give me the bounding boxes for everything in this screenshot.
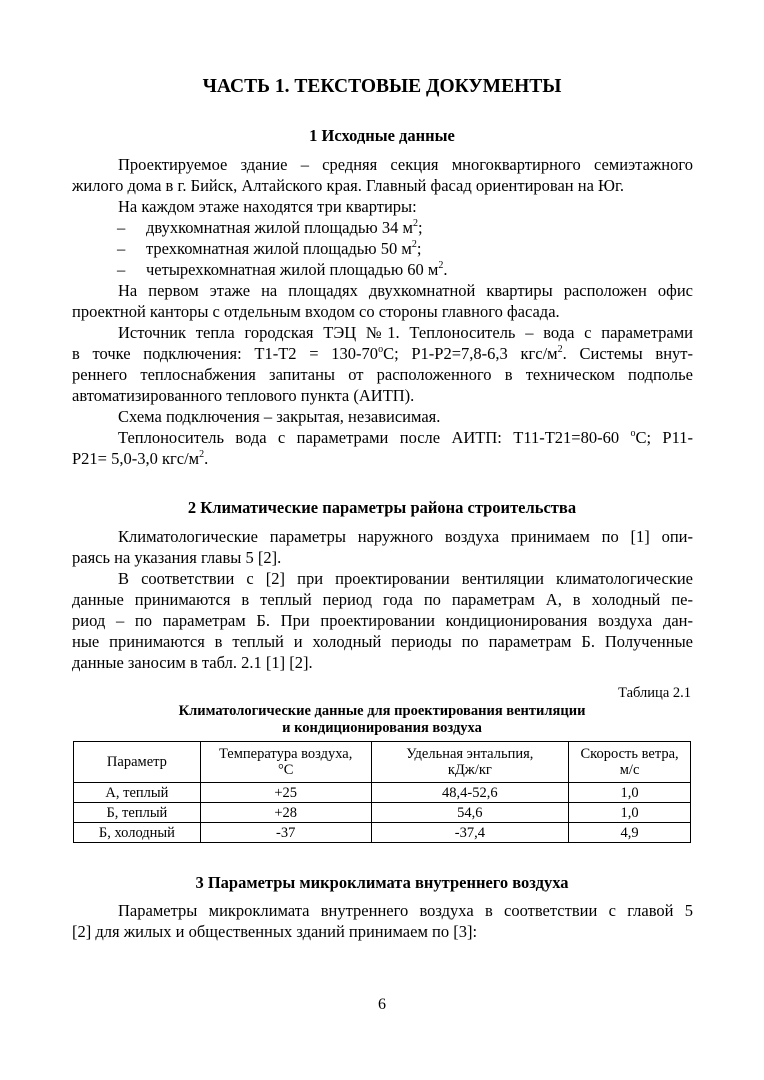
section1-p6-line2	[72, 449, 693, 470]
p4-text-a: в точке подключения: Т1-Т2 = 130-70	[72, 344, 379, 363]
section3-title: 3 Параметры микроклимата внутреннего воздуха	[195, 873, 569, 892]
table-cell: -37,4	[371, 823, 569, 843]
section1-p1-line2: жилого дома в г. Бийск, Алтайского края. Главный фасад ориентирован на Юг.	[72, 176, 625, 195]
section2-p2-line5: данные заносим в табл. 2.1 [1] [2].	[72, 653, 313, 672]
section2-p2-line1: В соответствии с [2] при проектировании вентиляции климатологические	[118, 569, 693, 588]
section1-paragraph-5: Схема подключения – закрытая, независимая.	[118, 407, 441, 426]
degree-mark: o	[378, 343, 384, 355]
header-unit: °С	[277, 762, 294, 778]
bullet-end: ;	[416, 239, 422, 258]
section3-p1-line1: Параметры микроклимата внутреннего воздуха в соответствии с главой 5	[118, 901, 693, 920]
table-caption	[0, 703, 764, 737]
table-row	[74, 803, 691, 823]
section2-p2-line3: риод – по параметрам Б. При проектировании кондиционирования воздуха дан-	[72, 611, 693, 630]
section1-p1-line1: Проектируемое здание – средняя секция многоквартирного семиэтажного	[118, 155, 693, 174]
table-cell: +28	[200, 803, 371, 823]
bullet-text: двухкомнатная жилой площадью 34 м	[146, 218, 413, 237]
bullet-end: ;	[417, 218, 423, 237]
table-cell: 4,9	[569, 823, 691, 843]
table-cell: -37	[200, 823, 371, 843]
section1-paragraph-2: На каждом этаже находятся три квартиры:	[118, 197, 417, 216]
bullet-dash: –	[117, 218, 126, 237]
section1-p4-line1: Источник тепла городская ТЭЦ №1. Теплоноситель – вода с параметрами	[118, 323, 693, 342]
climate-data-table	[73, 741, 691, 843]
p6-text-c: Р21= 5,0-3,0 кгс/м	[72, 449, 200, 468]
bullet-dash: –	[117, 239, 126, 258]
table-row	[74, 783, 691, 803]
table-header-row	[74, 742, 691, 783]
superscript: 2	[412, 217, 418, 229]
section3-p1-line2: [2] для жилых и общественных зданий принимаем по [3]:	[72, 922, 478, 941]
section1-paragraph-1	[72, 155, 693, 176]
table-cell: А, теплый	[74, 783, 201, 803]
header-unit: кДж/кг	[447, 762, 492, 778]
section2-p2-line2: данные принимаются в теплый период года по параметрам А, в холодный пе-	[72, 590, 693, 609]
part-title: ЧАСТЬ 1. ТЕКСТОВЫЕ ДОКУМЕНТЫ	[202, 76, 562, 97]
degree-mark: o	[630, 427, 636, 439]
superscript: 2	[438, 259, 444, 271]
bullet-text: четырехкомнатная жилой площадью 60 м	[146, 260, 439, 279]
header-text: Удельная энтальпия,	[406, 746, 534, 762]
table-cell: 48,4-52,6	[371, 783, 569, 803]
header-enthalpy	[371, 742, 569, 783]
section2-p2-line4: ные принимаются в теплый и холодный периоды по параметрам Б. Полученные	[72, 632, 693, 651]
table-cell: Б, теплый	[74, 803, 201, 823]
header-text: Параметр	[106, 754, 167, 770]
header-parameter	[74, 742, 201, 783]
superscript: 2	[557, 343, 563, 355]
table-cell: 54,6	[371, 803, 569, 823]
section1-p4-line3: реннего теплоснабжения запитаны от расположенного в техническом подполье	[72, 365, 693, 384]
superscript: 2	[411, 238, 417, 250]
table-cell: +25	[200, 783, 371, 803]
page-number: 6	[378, 996, 386, 1013]
header-unit: м/с	[619, 762, 640, 778]
table-caption-line2: и кондиционирования воздуха	[282, 720, 482, 736]
section2-p1-line2: раясь на указания главы 5 [2].	[72, 548, 282, 567]
header-text: Скорость ветра,	[580, 746, 679, 762]
section1-p4-line2	[72, 344, 693, 365]
header-text: Температура воздуха,	[219, 746, 353, 762]
p6-text-a: Теплоноситель вода с параметрами после АИТП: Т11-Т21=80-60	[118, 428, 631, 447]
bullet-text: трехкомнатная жилой площадью 50 м	[146, 239, 412, 258]
table-caption-line1: Климатологические данные для проектирования вентиляции	[178, 703, 586, 719]
bullet-end: .	[443, 260, 448, 279]
table-row	[74, 823, 691, 843]
table-cell: 1,0	[569, 803, 691, 823]
table-cell: Б, холодный	[74, 823, 201, 843]
p4-text-b: С; Р1-Р2=7,8-6,3 кгс/м	[383, 344, 558, 363]
section1-p3-line2: проектной канторы с отдельным входом со стороны главного фасада.	[72, 302, 560, 321]
section1-title: 1 Исходные данные	[309, 126, 455, 145]
bullet-dash: –	[117, 260, 126, 279]
header-temperature	[200, 742, 371, 783]
p6-text-d: .	[204, 449, 209, 468]
section2-title: 2 Климатические параметры района строительства	[187, 498, 577, 517]
header-wind-speed	[569, 742, 691, 783]
section1-p6-line1	[72, 428, 693, 449]
superscript: 2	[199, 448, 205, 460]
table-number: Таблица 2.1	[618, 685, 691, 701]
p6-text-b: С; Р11-	[635, 428, 693, 447]
section1-p3-line1: На первом этаже на площадях двухкомнатной квартиры расположен офис	[118, 281, 693, 300]
section2-p1-line1: Климатологические параметры наружного воздуха принимаем по [1] опи-	[118, 527, 693, 546]
section1-p4-line4: автоматизированного теплового пункта (АИТП).	[72, 386, 415, 405]
p4-text-c: . Системы внут-	[562, 344, 694, 363]
table-cell: 1,0	[569, 783, 691, 803]
